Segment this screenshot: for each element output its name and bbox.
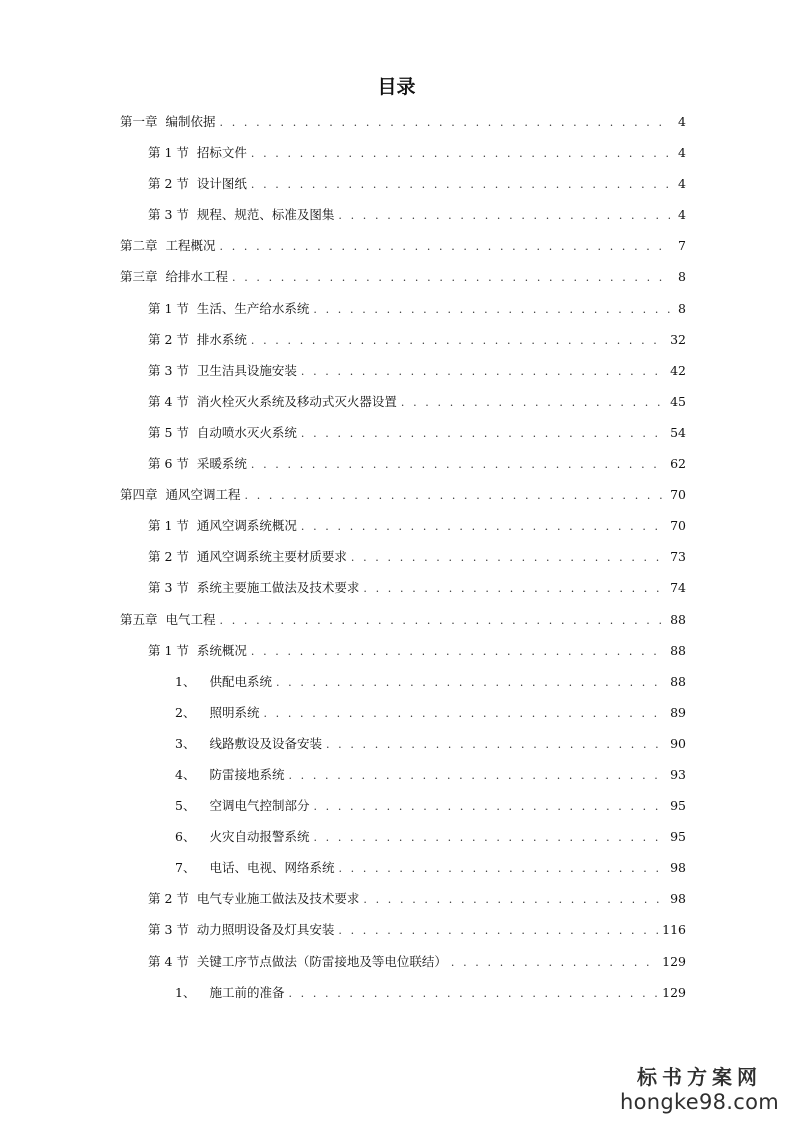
watermark-text: 标书方案网	[637, 1065, 762, 1089]
toc-entry-title: 卫生洁具设施安装	[196, 362, 297, 378]
toc-entry-page: 98	[670, 860, 686, 876]
page-title: 目录	[377, 76, 416, 98]
toc-entry-page: 8	[678, 300, 686, 316]
dot-leader	[401, 387, 666, 418]
dot-leader	[351, 542, 666, 573]
toc-entry-page: 32	[670, 331, 686, 347]
toc-entry-title: 生活、生产给水系统	[196, 300, 310, 316]
toc-entry-page: 8	[678, 269, 686, 285]
dot-leader	[338, 853, 666, 884]
toc-entry[interactable]	[120, 137, 686, 168]
toc-entry-number: 第 2 节	[148, 331, 189, 347]
toc-entry-number: 第 1 节	[148, 145, 189, 161]
toc-entry[interactable]	[120, 324, 686, 355]
dot-leader	[451, 947, 658, 978]
toc-entry-number: 2、	[175, 704, 196, 720]
toc-entry-page: 42	[670, 362, 686, 378]
dot-leader	[251, 325, 666, 356]
toc-entry-number: 第 1 节	[148, 642, 189, 658]
toc-entry-number: 6、	[175, 829, 196, 845]
toc-entry-page: 4	[678, 145, 686, 161]
toc-entry-number: 第二章	[120, 238, 158, 254]
toc-entry-title: 关键工序节点做法（防雷接地及等电位联结）	[196, 953, 447, 969]
dot-leader	[338, 200, 670, 231]
toc-entry[interactable]	[120, 635, 686, 666]
toc-entry[interactable]	[120, 759, 686, 790]
toc-entry[interactable]	[120, 852, 686, 883]
toc-entry-page: 90	[670, 735, 686, 751]
toc-entry-number: 1、	[175, 673, 196, 689]
toc-entry-title: 电气专业施工做法及技术要求	[196, 891, 360, 907]
toc-entry[interactable]	[120, 386, 686, 417]
toc-entry-title: 线路敷设及设备安装	[209, 735, 322, 751]
dot-leader	[313, 791, 666, 822]
toc-entry-page: 7	[678, 238, 686, 254]
toc-entry[interactable]	[120, 168, 686, 199]
dot-leader	[251, 449, 666, 480]
toc-entry[interactable]	[120, 106, 686, 137]
toc-entry[interactable]	[120, 604, 686, 635]
toc-entry-page: 95	[670, 829, 686, 845]
dot-leader	[251, 138, 670, 169]
dot-leader	[313, 294, 670, 325]
toc-entry[interactable]	[120, 572, 686, 603]
toc-entry-number: 第 3 节	[148, 922, 189, 938]
toc-entry-page: 54	[670, 424, 686, 440]
toc-entry-page: 88	[670, 642, 686, 658]
watermark	[620, 1061, 779, 1114]
toc-entry[interactable]	[120, 883, 686, 914]
table-of-contents	[120, 106, 686, 1008]
toc-entry-number: 7、	[175, 860, 196, 876]
toc-entry[interactable]	[120, 697, 686, 728]
dot-leader	[301, 356, 666, 387]
toc-entry-number: 4、	[175, 766, 196, 782]
toc-entry-title: 供配电系统	[209, 673, 272, 689]
watermark-url: hongke98.com	[620, 1090, 779, 1114]
toc-entry[interactable]	[120, 977, 686, 1008]
toc-entry-page: 4	[678, 176, 686, 192]
toc-entry[interactable]	[120, 541, 686, 572]
toc-entry-title: 编制依据	[165, 114, 216, 129]
toc-entry-title: 施工前的准备	[209, 984, 285, 1000]
toc-entry-number: 3、	[175, 735, 196, 751]
toc-entry-number: 第 4 节	[148, 953, 189, 969]
toc-entry-title: 通风空调系统主要材质要求	[196, 549, 347, 565]
dot-leader	[288, 978, 658, 1009]
dot-leader	[363, 884, 666, 915]
toc-entry-title: 规程、规范、标准及图集	[196, 207, 335, 223]
toc-entry-title: 排水系统	[196, 331, 247, 347]
toc-entry-title: 工程概况	[165, 238, 216, 254]
toc-entry-page: 88	[670, 611, 686, 627]
toc-entry-page: 129	[662, 953, 686, 969]
dot-leader	[313, 822, 666, 853]
toc-entry-number: 第 5 节	[148, 424, 189, 440]
toc-entry-title: 系统概况	[196, 642, 247, 658]
toc-entry-number: 第四章	[120, 487, 158, 503]
toc-entry-page: 116	[662, 922, 686, 938]
dot-leader	[301, 418, 666, 449]
toc-entry-page: 62	[670, 456, 686, 472]
toc-entry-title: 防雷接地系统	[209, 766, 285, 782]
toc-entry[interactable]	[120, 790, 686, 821]
toc-entry-title: 火灾自动报警系统	[209, 829, 310, 845]
toc-entry-number: 第三章	[120, 269, 158, 285]
toc-entry-title: 电话、电视、网络系统	[209, 860, 335, 876]
dot-leader	[288, 760, 666, 791]
dot-leader	[338, 915, 658, 946]
toc-entry-page: 74	[670, 580, 686, 596]
toc-entry[interactable]	[120, 230, 686, 261]
toc-entry[interactable]	[120, 479, 686, 510]
toc-entry-number: 第五章	[120, 611, 158, 627]
toc-entry-page: 4	[678, 114, 686, 129]
toc-entry-page: 4	[678, 207, 686, 223]
toc-entry-title: 消火栓灭火系统及移动式灭火器设置	[196, 393, 397, 409]
dot-leader	[232, 262, 670, 293]
toc-entry-page: 70	[670, 487, 686, 503]
toc-entry-number: 第 2 节	[148, 891, 189, 907]
toc-entry-number: 1、	[175, 984, 196, 1000]
toc-entry-number: 第 2 节	[148, 176, 189, 192]
dot-leader	[326, 729, 666, 760]
toc-entry-number: 第 3 节	[148, 580, 189, 596]
toc-entry[interactable]	[120, 417, 686, 448]
toc-entry-number: 第 4 节	[148, 393, 189, 409]
toc-entry-page: 70	[670, 518, 686, 534]
toc-entry-title: 给排水工程	[165, 269, 229, 285]
toc-entry-title: 照明系统	[209, 704, 260, 720]
dot-leader	[251, 169, 670, 200]
dot-leader	[245, 480, 667, 511]
toc-entry-title: 系统主要施工做法及技术要求	[196, 580, 360, 596]
toc-entry[interactable]	[120, 666, 686, 697]
toc-entry-page: 73	[670, 549, 686, 565]
toc-entry-page: 98	[670, 891, 686, 907]
dot-leader	[363, 573, 666, 604]
toc-entry-title: 通风空调系统概况	[196, 518, 297, 534]
toc-entry-page: 45	[670, 393, 686, 409]
toc-entry-number: 第一章	[120, 114, 158, 129]
toc-entry-number: 第 3 节	[148, 362, 189, 378]
toc-entry-title: 设计图纸	[196, 176, 247, 192]
toc-entry-title: 动力照明设备及灯具安装	[196, 922, 335, 938]
toc-entry-number: 第 1 节	[148, 300, 189, 316]
dot-leader	[251, 636, 666, 667]
dot-leader	[220, 107, 670, 138]
toc-entry-page: 88	[670, 673, 686, 689]
toc-entry-title: 通风空调工程	[165, 487, 241, 503]
dot-leader	[220, 605, 667, 636]
toc-entry[interactable]	[120, 293, 686, 324]
toc-entry[interactable]	[120, 728, 686, 759]
toc-entry-title: 电气工程	[165, 611, 216, 627]
toc-entry-title: 自动喷水灭火系统	[196, 424, 297, 440]
toc-entry[interactable]	[120, 510, 686, 541]
dot-leader	[301, 511, 666, 542]
toc-entry[interactable]	[120, 914, 686, 945]
toc-entry-page: 129	[662, 984, 686, 1000]
toc-entry[interactable]	[120, 448, 686, 479]
toc-entry-number: 第 1 节	[148, 518, 189, 534]
toc-entry-number: 第 6 节	[148, 456, 189, 472]
toc-entry-page: 89	[670, 704, 686, 720]
toc-entry[interactable]	[120, 355, 686, 386]
toc-entry-page: 95	[670, 798, 686, 814]
toc-entry-number: 第 3 节	[148, 207, 189, 223]
dot-leader	[263, 698, 666, 729]
toc-entry[interactable]	[120, 946, 686, 977]
toc-entry-number: 第 2 节	[148, 549, 189, 565]
toc-entry-page: 93	[670, 766, 686, 782]
dot-leader	[220, 231, 670, 262]
dot-leader	[276, 667, 666, 698]
toc-entry-number: 5、	[175, 798, 196, 814]
toc-entry[interactable]	[120, 199, 686, 230]
toc-entry-title: 空调电气控制部分	[209, 798, 310, 814]
toc-entry-title: 招标文件	[196, 145, 247, 161]
toc-entry-title: 采暖系统	[196, 456, 247, 472]
toc-entry[interactable]	[120, 821, 686, 852]
toc-entry[interactable]	[120, 261, 686, 292]
